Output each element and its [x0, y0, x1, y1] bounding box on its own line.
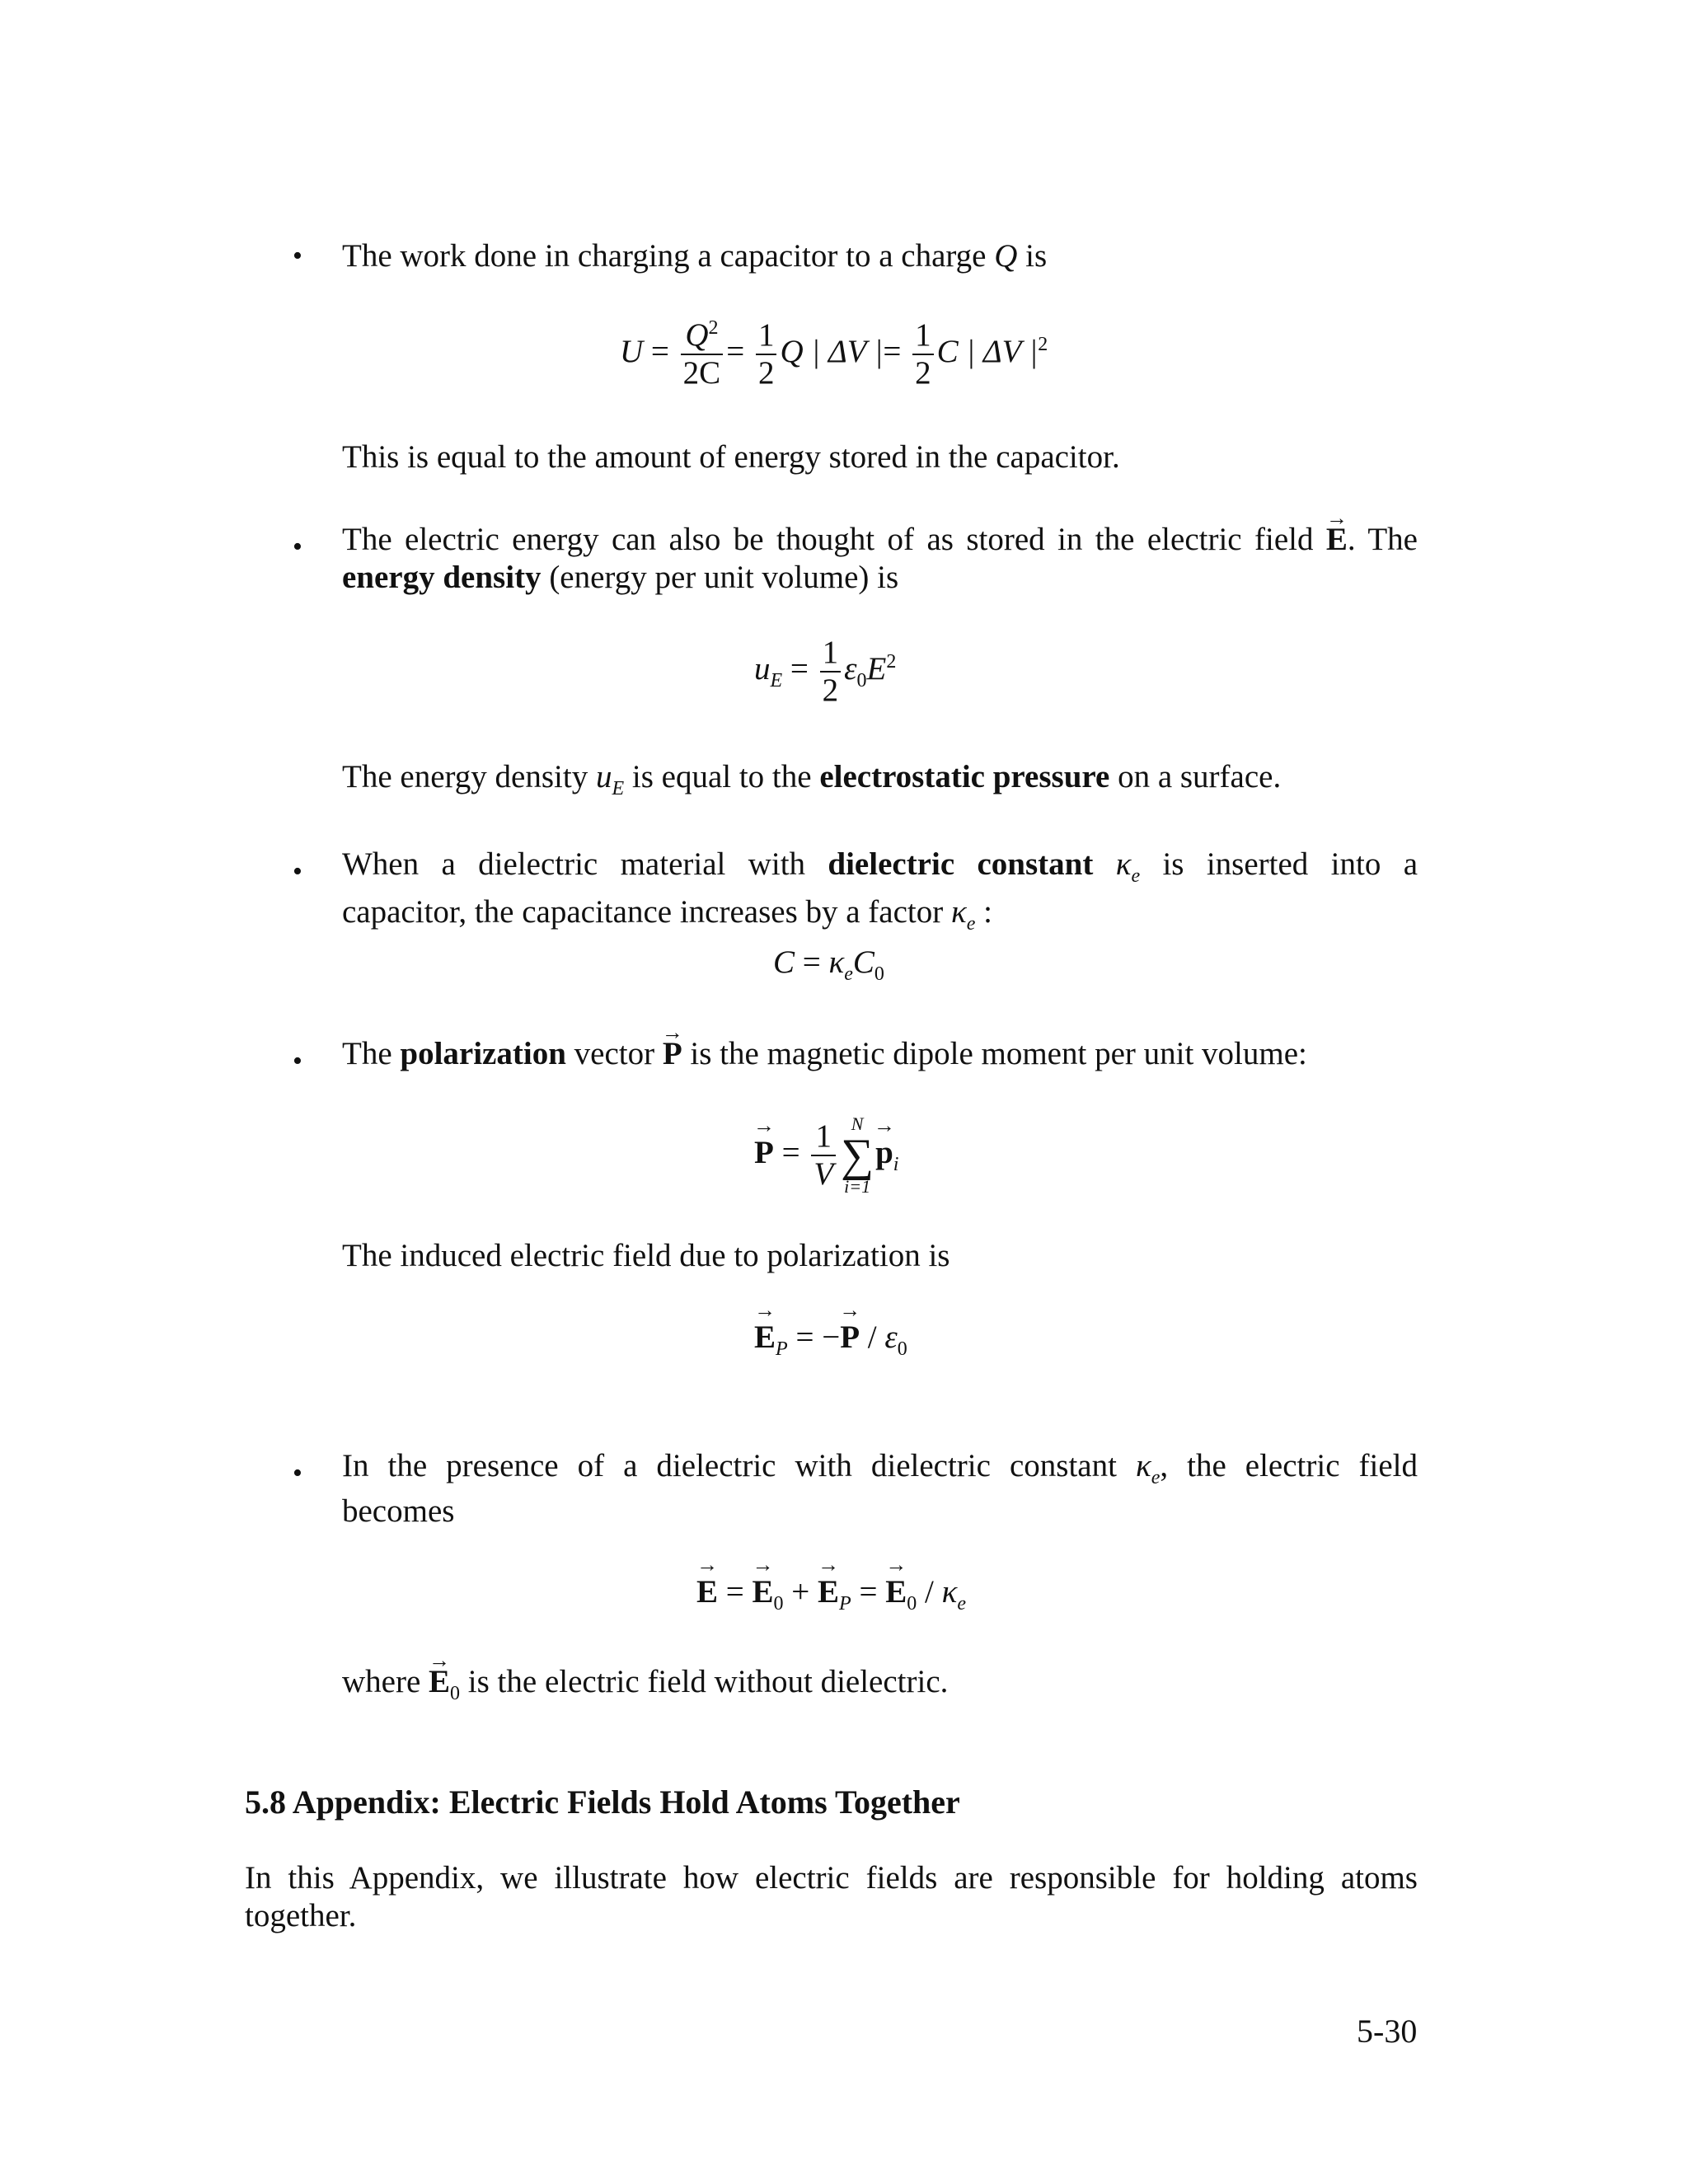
vector-p-symbol: → P — [663, 1035, 682, 1073]
equation-polarization: → P = $\frac{1}{V}$ N ∑ i=1 → $p_i$ — [754, 1114, 898, 1197]
section-heading: 5.8 Appendix: Electric Fields Hold Atoms Together — [245, 1783, 960, 1821]
bullet-energy-line2: energy density (energy per unit volume) is — [342, 560, 899, 595]
bullet-marker: • — [293, 1458, 302, 1488]
bullet-work-after: This is equal to the amount of energy stored in the capacitor. — [342, 439, 1120, 475]
bullet-dielectric-line1: When a dielectric material with dielectric constant $\kappa_e$ is inserted into a — [342, 846, 1418, 887]
vector-e-symbol: → E — [1326, 521, 1348, 559]
bullet-presence-after: where → $E_0$ is the electric field without dielectric. — [342, 1663, 948, 1701]
equation-energy-density: $u_E$ = $\frac{1}{2}$ $\varepsilon_0E^2$ — [754, 635, 897, 708]
bullet-marker: • — [293, 856, 302, 887]
bullet-polarization-after: The induced electric field due to polarization is — [342, 1238, 950, 1273]
bullet-marker: • — [293, 241, 302, 271]
bullet-work-text: The work done in charging a capacitor to a charge Q is — [342, 238, 1048, 274]
bullet-marker: • — [293, 1046, 302, 1076]
bullet-energy-line1: The electric energy can also be thought of as stored in the electric field → E. The — [342, 521, 1418, 559]
bullet-dielectric-line2: capacitor, the capacitance increases by a factor $\kappa_e$ : — [342, 894, 992, 935]
equation-capacitor-energy: U = $\frac{Q^2}{2C}$ = $\frac{1}{2}$ Q | ΔV |= $\frac{1}{2}$ C | ΔV $|^2$ — [620, 317, 1048, 391]
equation-field-with-dielectric: → E = → $E_0$ + → $E_P$ = → $E_0 / \kappa_e$ — [696, 1576, 966, 1608]
equation-capacitance-dielectric: $C = \kappa_eC_0$ — [773, 944, 884, 985]
bullet-polarization-text: The polarization vector → P is the magnetic dipole moment per unit volume: — [342, 1035, 1307, 1073]
bullet-presence-line1: In the presence of a dielectric with dielectric constant $\kappa_e$, the electric field — [342, 1448, 1418, 1488]
appendix-paragraph-line1: In this Appendix, we illustrate how electric fields are responsible for holding atoms — [245, 1860, 1418, 1896]
bullet-marker: • — [293, 532, 302, 562]
appendix-paragraph-line2: together. — [245, 1898, 357, 1933]
page-number: 5-30 — [1357, 2013, 1418, 2050]
equation-induced-field: → $E_P$ = −→ P / $\varepsilon_0$ — [754, 1321, 907, 1353]
bullet-presence-line2: becomes — [342, 1493, 455, 1529]
vector-e0-symbol: → E — [429, 1663, 450, 1701]
bullet-energy-after: The energy density $u_E$ is equal to the electrostatic pressure on a surface. — [342, 759, 1282, 799]
